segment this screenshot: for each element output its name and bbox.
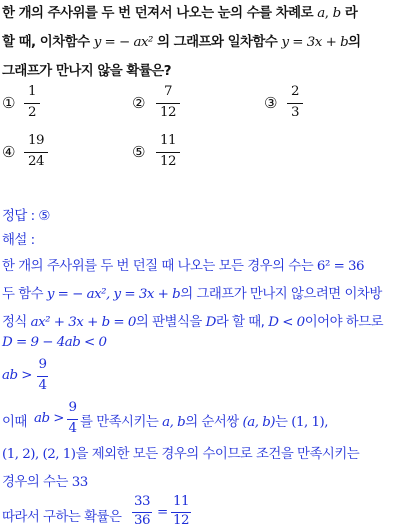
variable-d: D: [205, 315, 216, 330]
fraction: [132, 494, 152, 532]
fraction-bar: [156, 103, 180, 104]
solution-line-2: [2, 283, 382, 302]
choice-marker: ⑤: [132, 143, 145, 161]
solution-text: 정식: [2, 315, 27, 330]
problem-text: 의: [348, 35, 361, 50]
parabola-equation: y = − ax²: [93, 35, 153, 50]
problem-text: 한 개의 주사위를 두 번 던져서 나오는 눈의 수를 차례로: [2, 6, 314, 21]
numerator: 2: [290, 84, 300, 99]
solution-text: 라 할 때,: [215, 315, 265, 330]
choice-marker: ②: [132, 94, 145, 112]
math-expression: ax² + 3x + b = 0: [30, 315, 136, 330]
solution-line-4: [2, 335, 107, 350]
fraction-bar: [24, 103, 40, 104]
fraction-bar: [287, 103, 303, 104]
choice-fraction: [287, 84, 303, 124]
fraction-bar: [37, 376, 48, 377]
solution-text: 의 그래프가 만나지 않으려면 이차방: [180, 287, 382, 302]
equals-sign: =: [157, 505, 168, 520]
denominator: 36: [133, 513, 151, 528]
math-expression: ab >: [2, 368, 33, 383]
solution-text: 의 판별식을: [135, 315, 202, 330]
numerator: 33: [133, 494, 151, 509]
variable-a: a: [317, 6, 325, 21]
fraction: [67, 400, 78, 440]
numerator: 9: [38, 357, 47, 372]
solution-line-7: [2, 443, 359, 462]
math-expression: 33: [71, 475, 88, 490]
problem-text: 라: [344, 6, 358, 21]
solution-text: 이때: [2, 415, 27, 430]
solution-line-3: [2, 311, 383, 330]
line-equation: y = 3x + b: [281, 35, 349, 50]
problem-text: 그래프가 만나지 않을 확률은?: [2, 64, 171, 79]
choice-marker: ③: [264, 94, 277, 112]
fraction: [37, 357, 48, 397]
solution-text: 는: [275, 415, 288, 430]
variable-b: b: [332, 6, 341, 21]
choice-fraction: [156, 84, 180, 124]
choice-fraction: [156, 133, 180, 173]
math-expression: (1, 1),: [291, 415, 328, 430]
problem-line-3: [2, 60, 171, 79]
denominator: 4: [68, 421, 77, 436]
denominator: 12: [172, 513, 190, 528]
math-expression: a, b: [162, 415, 186, 430]
solution-text: 이어야 하므로: [304, 315, 384, 330]
solution-text: 경우의 수는: [2, 475, 68, 490]
fraction-bar: [67, 419, 78, 420]
fraction-bar: [156, 152, 180, 153]
denominator: 3: [290, 105, 300, 120]
problem-text: 할 때, 이차함수: [2, 35, 90, 50]
math-expression: (a, b): [242, 415, 276, 430]
numerator: 7: [163, 84, 173, 99]
denominator: 2: [27, 105, 37, 120]
solution-text: 의 순서쌍: [185, 415, 239, 430]
denominator: 12: [159, 105, 177, 120]
solution-text: 를 만족시키는: [80, 415, 159, 430]
problem-line-1: [2, 2, 357, 21]
denominator: 24: [27, 154, 45, 169]
choice-marker: ④: [2, 143, 15, 161]
math-expression: 6² = 36: [316, 259, 365, 274]
explanation-label: 해설 :: [2, 233, 35, 248]
denominator: 12: [159, 154, 177, 169]
fraction-bar: [24, 152, 48, 153]
choice-marker: ①: [2, 94, 15, 112]
math-expression: ab >: [34, 411, 65, 426]
numerator: 1: [27, 84, 37, 99]
math-expression: (1, 2), (2, 1): [2, 447, 76, 462]
solution-text-group: [80, 411, 328, 430]
math-expression: D < 0: [268, 315, 305, 330]
solution-line-1: [2, 255, 364, 274]
choice-fraction: [24, 133, 48, 173]
choice-fraction: [24, 84, 40, 124]
solution-text: 을 제외한 모든 경우의 수이므로 조건을 만족시키는: [75, 447, 360, 462]
fraction: [171, 494, 191, 532]
problem-text: 의 그래프와 일차함수: [157, 35, 278, 50]
math-expression: D = 9 − 4ab < 0: [2, 335, 107, 350]
solution-text: 따라서 구하는 확률은: [2, 510, 122, 525]
solution-text: 두 함수: [2, 287, 44, 302]
numerator: 11: [172, 494, 190, 509]
comma: ,: [324, 6, 329, 21]
numerator: 11: [159, 133, 177, 148]
denominator: 4: [38, 378, 47, 393]
numerator: 9: [68, 400, 77, 415]
numerator: 19: [27, 133, 45, 148]
solution-text: 한 개의 주사위를 두 번 던질 때 나오는 모든 경우의 수는: [2, 259, 314, 274]
answer-label: 정답 : ⑤: [2, 209, 50, 224]
problem-line-2: [2, 31, 361, 50]
math-expression: y = − ax², y = 3x + b: [46, 287, 181, 302]
solution-line-8: [2, 471, 88, 490]
